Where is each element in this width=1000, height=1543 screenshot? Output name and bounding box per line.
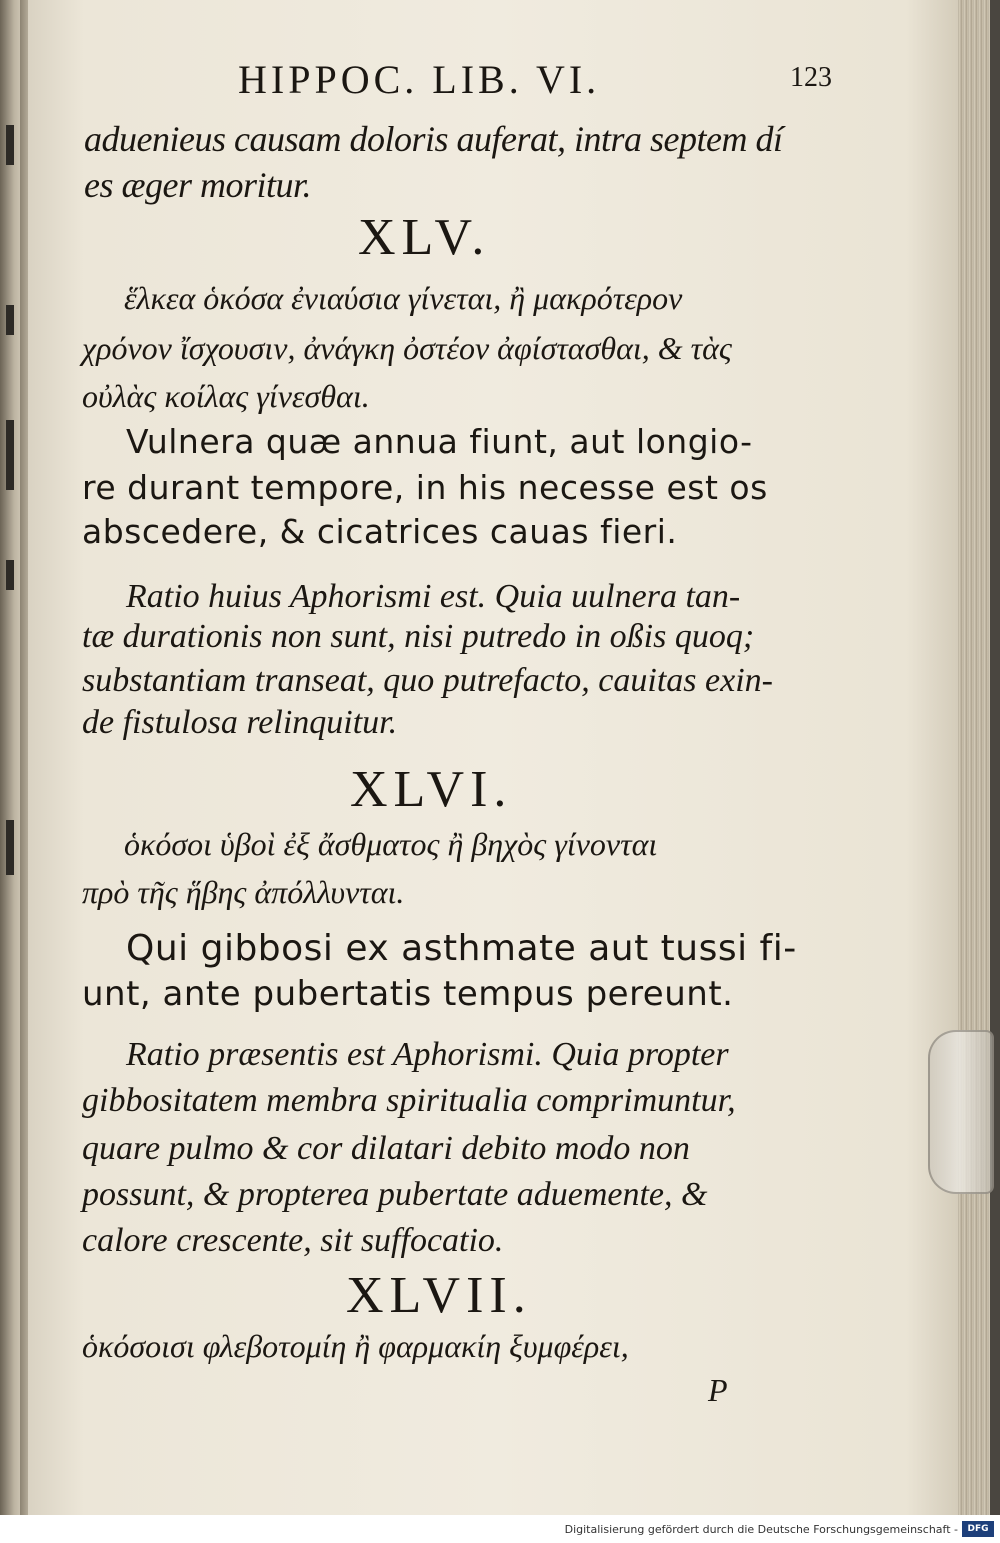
running-header: HIPPOC. LIB. VI. [238, 57, 601, 102]
book-cover-edge [990, 0, 1000, 1515]
dfg-logo: DFG [962, 1521, 994, 1537]
greek-line: ἕλκεα ὁκόσα ἐνιαύσια γίνεται, ἢ μακρότερον [124, 280, 683, 316]
commentary-line: quare pulmo & cor dilatari debito modo non [82, 1130, 690, 1167]
facing-page-ink-mark [6, 820, 14, 875]
page-clip [928, 1030, 994, 1194]
facing-page-ink-mark [6, 125, 14, 165]
facing-page-ink-mark [6, 420, 14, 490]
folio-number: 123 [790, 62, 832, 93]
greek-line: ὁκόσοι ὑβοὶ ἐξ ἄσθματος ἢ βηχὸς γίνονται [124, 826, 658, 862]
commentary-line: substantiam transeat, quo putrefacto, cauitas exin- [82, 662, 773, 699]
signature-mark: P [708, 1372, 728, 1408]
greek-line: χρόνον ἴσχουσιν, ἀνάγκη ὀστέον ἀφίστασθαι, & τὰς [82, 330, 732, 366]
commentary-line: calore crescente, sit suffocatio. [82, 1222, 504, 1259]
latin-translation-line: Qui gibbosi ex asthmate aut tussi fi- [126, 928, 797, 969]
latin-translation-line: re durant tempore, in his necesse est os [82, 468, 768, 507]
commentary-line: tæ durationis non sunt, nisi putredo in oßis quoq; [82, 618, 755, 655]
commentary-line: de fistulosa relinquitur. [82, 704, 398, 741]
aphorism-numeral: XLV. [358, 209, 491, 266]
facing-page-ink-mark [6, 560, 14, 590]
commentary-line: Ratio huius Aphorismi est. Quia uulnera tan- [126, 578, 741, 615]
text-line: es æger moritur. [84, 165, 312, 205]
commentary-line: Ratio præsentis est Aphorismi. Quia propter [126, 1036, 729, 1073]
latin-translation-line: abscedere, & cicatrices cauas fieri. [82, 512, 678, 551]
aphorism-numeral: XLVII. [346, 1267, 532, 1324]
book-page [28, 0, 962, 1515]
footer-bar [0, 1515, 1000, 1543]
text-line: aduenieus causam doloris auferat, intra septem dí [84, 119, 783, 159]
latin-translation-line: unt, ante pubertatis tempus pereunt. [82, 974, 734, 1014]
commentary-line: possunt, & propterea pubertate aduemente, & [82, 1176, 708, 1213]
greek-line: οὐλὰς κοίλας γίνεσθαι. [82, 378, 370, 414]
facing-page-ink-mark [6, 305, 14, 335]
commentary-line: gibbositatem membra spiritualia comprimuntur, [82, 1082, 736, 1119]
aphorism-numeral: XLVI. [350, 761, 513, 818]
latin-translation-line: Vulnera quæ annua fiunt, aut longio- [126, 422, 753, 461]
greek-line: πρὸ τῆς ἥβης ἀπόλλυνται. [82, 874, 405, 910]
greek-line: ὁκόσοισι φλεβοτομίη ἢ φαρμακίη ξυμφέρει, [82, 1328, 629, 1364]
funding-credit: Digitalisierung gefördert durch die Deutsche Forschungsgemeinschaft - [564, 1523, 958, 1536]
